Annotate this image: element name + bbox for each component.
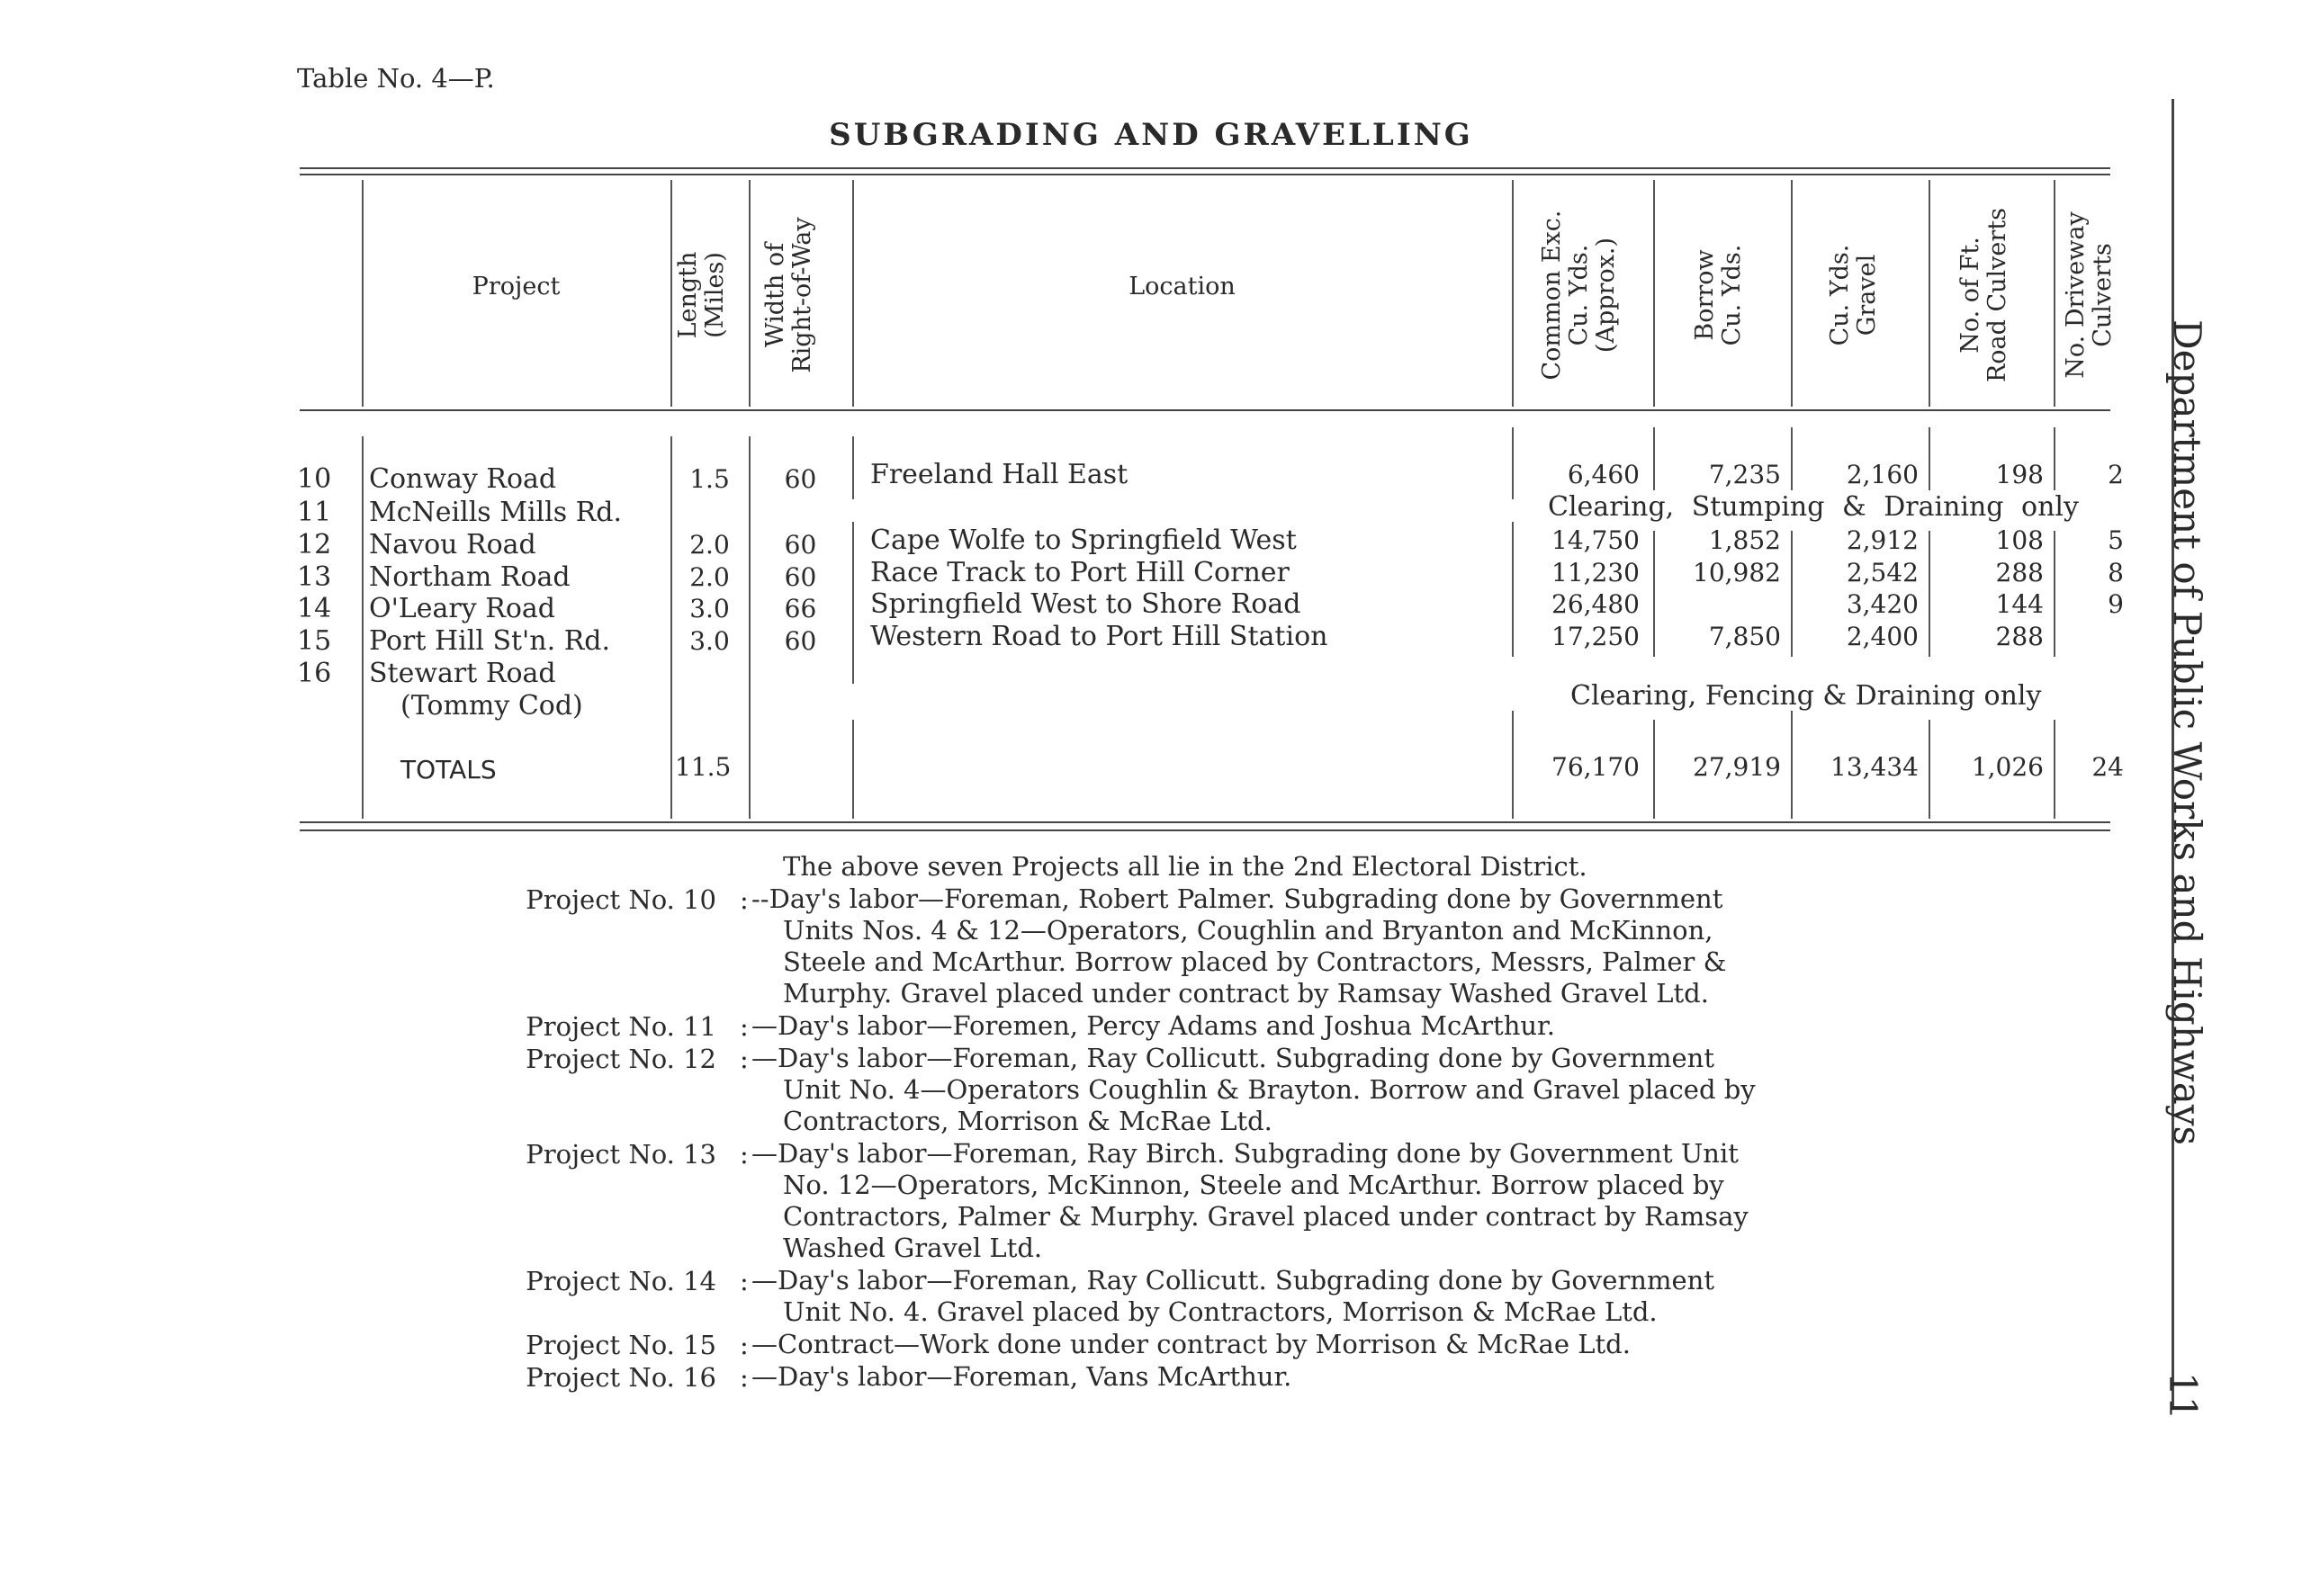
note-line: Unit No. 4—Operators Coughlin & Brayton. Borrow and Gravel placed by	[783, 1074, 1756, 1105]
header-project: Project	[472, 273, 561, 300]
note-line: —Day's labor—Foreman, Vans McArthur.	[751, 1361, 1292, 1392]
row-culverts: 288	[1995, 622, 2044, 651]
note-colon: :	[740, 1330, 749, 1360]
row-driveway: 8	[2108, 558, 2124, 587]
note-colon: :	[740, 1139, 749, 1170]
row-width: 60	[784, 626, 817, 656]
header-driveway-culverts: No. Driveway Culverts	[2062, 211, 2117, 379]
header-width: Width of Right-of-Way	[761, 217, 816, 373]
row-width: 60	[784, 562, 817, 592]
totals-driveway: 24	[2091, 752, 2124, 782]
note-line: Steele and McArthur. Borrow placed by Contractors, Messrs, Palmer &	[783, 946, 1727, 977]
row-location: Cape Wolfe to Springfield West	[870, 525, 1297, 556]
row-gravel: 2,542	[1846, 558, 1919, 587]
note-label: Project No. 15	[526, 1330, 716, 1360]
row-length: 2.0	[689, 530, 730, 560]
row-length: 3.0	[689, 626, 730, 656]
note-label: Project No. 16	[526, 1362, 716, 1393]
note-line: No. 12—Operators, McKinnon, Steele and McArthur. Borrow placed by	[783, 1170, 1724, 1200]
row-number: 11	[297, 497, 332, 528]
table-top-rule-2	[300, 174, 2110, 175]
row-common: 6,460	[1567, 460, 1640, 489]
row-number: 13	[297, 561, 332, 593]
note-line: —Day's labor—Foreman, Ray Collicutt. Subgrading done by Government	[751, 1265, 1714, 1296]
row-project-line2: (Tommy Cod)	[400, 690, 583, 722]
row-project: Conway Road	[369, 463, 557, 495]
row-common: 26,480	[1551, 589, 1640, 619]
note-colon: :	[740, 1011, 749, 1042]
note-label: Project No. 12	[526, 1044, 716, 1074]
row-location: Freeland Hall East	[870, 459, 1129, 490]
row-width: 60	[784, 464, 817, 494]
row-gravel: 2,912	[1846, 525, 1919, 555]
row-location: Western Road to Port Hill Station	[870, 621, 1328, 652]
column-divider	[1791, 180, 1793, 407]
row-culverts: 198	[1995, 460, 2044, 489]
column-divider	[2054, 180, 2055, 407]
table-bottom-rule-2	[300, 829, 2110, 831]
header-gravel: Cu. Yds. Gravel	[1826, 244, 1881, 346]
row-driveway: 2	[2108, 460, 2124, 489]
row-gravel: 2,400	[1846, 622, 1919, 651]
header-borrow: Borrow Cu. Yds.	[1691, 244, 1746, 346]
note-colon: :	[740, 884, 749, 915]
note-line: —Day's labor—Foreman, Ray Birch. Subgrading done by Government Unit	[751, 1138, 1739, 1169]
note-label: Project No. 14	[526, 1266, 716, 1296]
row-length: 2.0	[689, 562, 730, 592]
column-divider	[1512, 180, 1514, 407]
totals-gravel: 13,434	[1830, 752, 1919, 782]
note-colon: :	[740, 1266, 749, 1296]
totals-length: 11.5	[675, 752, 732, 782]
note-label: Project No. 13	[526, 1139, 716, 1170]
header-common-excavation: Common Exc. Cu. Yds. (Approx.)	[1538, 210, 1620, 381]
row-location: Race Track to Port Hill Corner	[870, 557, 1290, 588]
row-width: 60	[784, 530, 817, 560]
page-title: SUBGRADING AND GRAVELLING	[829, 117, 1473, 153]
column-divider	[852, 436, 854, 499]
row-driveway: 5	[2108, 525, 2124, 555]
note-line: Murphy. Gravel placed under contract by Ramsay Washed Gravel Ltd.	[783, 978, 1709, 1009]
notes-intro: The above seven Projects all lie in the 2nd Electoral District.	[783, 851, 1587, 882]
table-bottom-rule	[300, 821, 2110, 823]
row-number: 15	[297, 625, 332, 657]
side-title: Department of Public Works and Highways	[2165, 319, 2209, 1146]
row-number: 14	[297, 593, 332, 624]
note-colon: :	[740, 1362, 749, 1393]
column-divider	[852, 720, 854, 819]
row-project: Stewart Road	[369, 658, 556, 689]
page-number: 11	[2161, 1372, 2205, 1421]
header-road-culverts: No. of Ft. Road Culverts	[1956, 207, 2011, 383]
totals-common: 76,170	[1551, 752, 1640, 782]
row-length: 1.5	[689, 464, 730, 494]
note-label: Project No. 10	[526, 884, 716, 915]
row-culverts: 108	[1995, 525, 2044, 555]
column-divider	[1653, 180, 1655, 407]
row-note: Clearing, Stumping & Draining only	[1548, 491, 2079, 523]
totals-culverts: 1,026	[1971, 752, 2044, 782]
note-line: --Day's labor—Foreman, Robert Palmer. Subgrading done by Government	[751, 883, 1723, 914]
column-divider	[1929, 180, 1930, 407]
row-borrow: 1,852	[1708, 525, 1781, 555]
column-divider	[362, 436, 364, 819]
row-borrow: 7,235	[1708, 460, 1781, 489]
row-project: McNeills Mills Rd.	[369, 497, 623, 528]
row-project: Navou Road	[369, 529, 536, 560]
note-line: Unit No. 4. Gravel placed by Contractors, Morrison & McRae Ltd.	[783, 1296, 1658, 1327]
note-line: —Day's labor—Foremen, Percy Adams and Joshua McArthur.	[751, 1010, 1555, 1041]
totals-label: TOTALS	[400, 755, 497, 785]
row-location: Springfield West to Shore Road	[870, 588, 1301, 620]
column-divider	[852, 522, 854, 684]
row-number: 16	[297, 658, 332, 689]
column-divider	[670, 180, 672, 407]
row-culverts: 288	[1995, 558, 2044, 587]
row-common: 17,250	[1551, 622, 1640, 651]
row-gravel: 3,420	[1846, 589, 1919, 619]
note-line: Contractors, Palmer & Murphy. Gravel placed under contract by Ramsay	[783, 1201, 1749, 1232]
row-length: 3.0	[689, 594, 730, 623]
note-line: —Contract—Work done under contract by Morrison & McRae Ltd.	[751, 1329, 1631, 1359]
row-culverts: 144	[1995, 589, 2044, 619]
totals-borrow: 27,919	[1693, 752, 1781, 782]
row-common: 11,230	[1551, 558, 1640, 587]
row-gravel: 2,160	[1846, 460, 1919, 489]
row-borrow: 7,850	[1708, 622, 1781, 651]
row-number: 10	[297, 463, 332, 495]
table-label: Table No. 4—P.	[297, 63, 495, 94]
row-project: Northam Road	[369, 561, 571, 593]
note-line: Washed Gravel Ltd.	[783, 1233, 1043, 1263]
note-line: Units Nos. 4 & 12—Operators, Coughlin and Bryanton and McKinnon,	[783, 915, 1713, 946]
row-number: 12	[297, 529, 332, 560]
table-top-rule	[300, 167, 2110, 169]
note-line: Contractors, Morrison & McRae Ltd.	[783, 1106, 1272, 1136]
header-location: Location	[1129, 273, 1236, 300]
header-bottom-rule	[300, 409, 2110, 411]
row-project: Port Hill St'n. Rd.	[369, 625, 611, 657]
note-colon: :	[740, 1044, 749, 1074]
row-borrow: 10,982	[1693, 558, 1781, 587]
row-project: O'Leary Road	[369, 593, 555, 624]
note-line: —Day's labor—Foreman, Ray Collicutt. Subgrading done by Government	[751, 1043, 1714, 1073]
column-divider	[749, 180, 751, 407]
row-width: 66	[784, 594, 817, 623]
header-length: Length (Miles)	[674, 251, 729, 339]
row-common: 14,750	[1551, 525, 1640, 555]
row-note: Clearing, Fencing & Draining only	[1570, 680, 2042, 712]
row-driveway: 9	[2108, 589, 2124, 619]
note-label: Project No. 11	[526, 1011, 716, 1042]
